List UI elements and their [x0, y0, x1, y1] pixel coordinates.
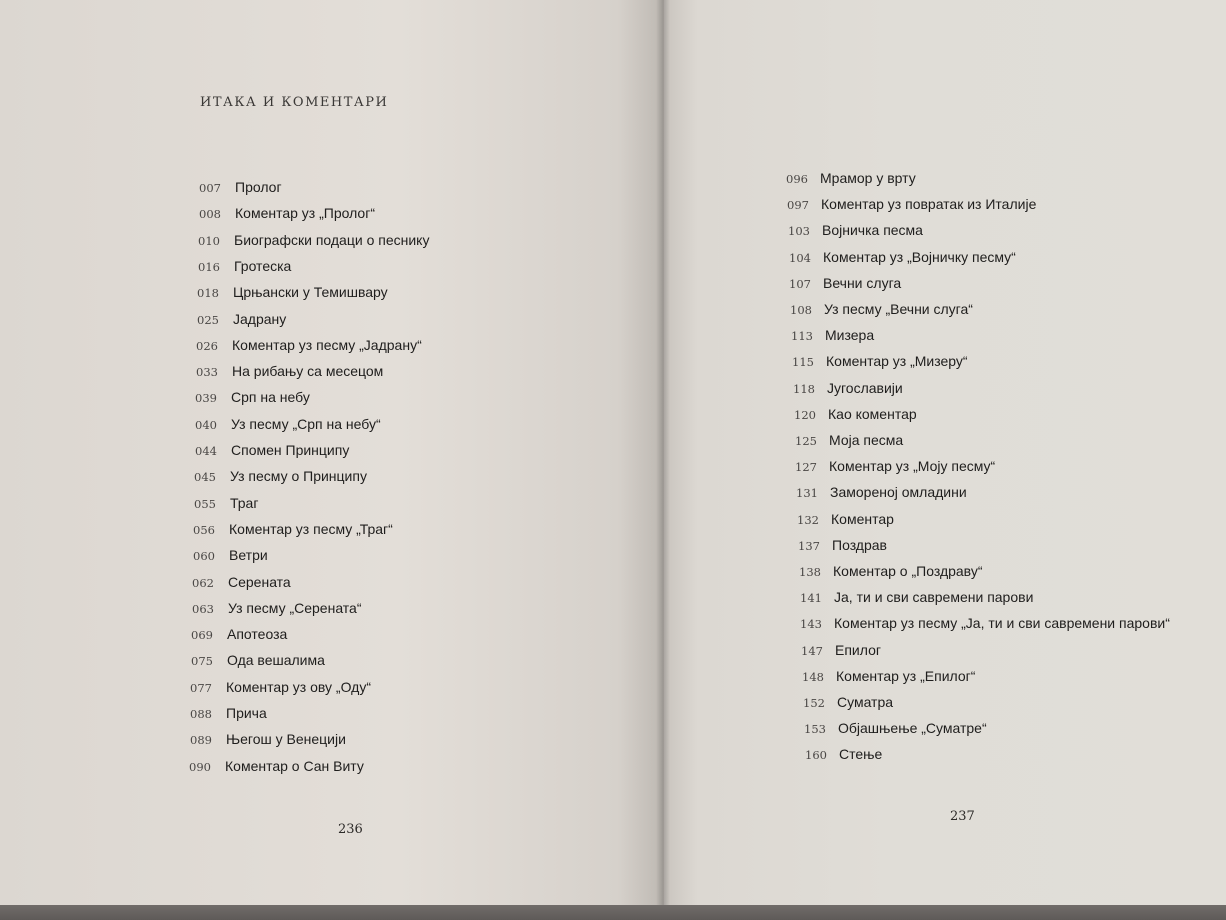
toc-page-number: 148: [802, 670, 824, 684]
toc-page-number: 069: [191, 628, 213, 642]
toc-entry: [196, 363, 383, 379]
toc-title: Поздрав: [832, 537, 887, 553]
toc-title: Коментар уз песму „Ја, ти и сви савремени парови“: [834, 615, 1170, 631]
toc-page-number: 062: [192, 576, 214, 590]
toc-entry: [804, 720, 987, 736]
toc-title: Мрамор у врту: [820, 170, 916, 186]
toc-page-number: 120: [794, 408, 816, 422]
toc-title: Коментар уз „Епилог“: [836, 668, 976, 684]
toc-title: Јадрану: [233, 311, 287, 327]
toc-title: Коментар уз „Мизеру“: [826, 353, 968, 369]
toc-page-number: 018: [197, 286, 219, 300]
book-gutter: [656, 0, 670, 905]
toc-page-number: 108: [790, 303, 812, 317]
toc-title: Коментар о „Поздраву“: [833, 563, 983, 579]
toc-page-number: 055: [194, 497, 216, 511]
toc-page-number: 026: [196, 339, 218, 353]
toc-entry: [193, 547, 268, 563]
toc-page-number: 060: [193, 549, 215, 563]
toc-title: Гротеска: [234, 258, 292, 274]
toc-entry: [800, 589, 1033, 605]
toc-page-number: 044: [195, 444, 217, 458]
toc-page-number: 132: [797, 513, 819, 527]
toc-title: Мизера: [825, 327, 875, 343]
toc-page-number: 096: [786, 172, 808, 186]
toc-page-number: 056: [193, 523, 215, 537]
toc-title: Објашњење „Суматре“: [838, 720, 987, 736]
toc-page-number: 160: [805, 748, 827, 762]
toc-title: На рибању са месецом: [232, 363, 384, 379]
toc-page-number: 063: [192, 602, 214, 616]
toc-page-number: 033: [196, 365, 218, 379]
toc-title: Стење: [839, 746, 883, 762]
toc-entry: [198, 232, 429, 248]
toc-entry: [196, 337, 422, 353]
toc-title: Коментар уз повратак из Италије: [821, 196, 1037, 212]
toc-page-number: 137: [798, 539, 820, 553]
toc-title: Коментар уз ову „Оду“: [226, 679, 371, 695]
toc-entry: [795, 458, 995, 474]
toc-page-number: 127: [795, 460, 817, 474]
toc-page-number: 147: [801, 644, 823, 658]
toc-entry: [191, 626, 287, 642]
toc-entry: [799, 563, 982, 579]
toc-page-number: 089: [190, 733, 212, 747]
toc-entry: [199, 179, 282, 195]
toc-title: Серената: [228, 574, 291, 590]
toc-entry: [195, 442, 349, 458]
toc-entry: [190, 679, 371, 695]
toc-title: Ја, ти и сви савремени парови: [834, 589, 1034, 605]
toc-entry: [795, 432, 903, 448]
toc-entry: [198, 258, 291, 274]
toc-title: Као коментар: [828, 406, 917, 422]
toc-entry: [800, 615, 1170, 631]
toc-entry: [794, 406, 917, 422]
toc-title: Уз песму о Принципу: [230, 468, 367, 484]
toc-page-number: 141: [800, 591, 822, 605]
toc-title: Моја песма: [829, 432, 904, 448]
toc-title: Црњански у Темишвару: [233, 284, 388, 300]
toc-title: Југославији: [827, 380, 903, 396]
toc-entry: [790, 301, 973, 317]
toc-page-number: 008: [199, 207, 221, 221]
toc-title: Коментар уз „Пролог“: [235, 205, 375, 221]
toc-page-number: 090: [189, 760, 211, 774]
toc-page-number: 097: [787, 198, 809, 212]
page-number-right: 237: [950, 809, 975, 824]
toc-title: Вечни слуга: [823, 275, 902, 291]
right-page: [664, 0, 1226, 905]
toc-title: Уз песму „Вечни слуга“: [824, 301, 973, 317]
toc-title: Срп на небу: [231, 389, 310, 405]
toc-entry: [802, 668, 975, 684]
toc-entry: [792, 353, 968, 369]
toc-title: Суматра: [837, 694, 894, 710]
toc-title: Траг: [230, 495, 259, 511]
toc-page-number: 125: [795, 434, 817, 448]
toc-page-number: 039: [195, 391, 217, 405]
toc-title: Његош у Венецији: [226, 731, 346, 747]
toc-page-number: 115: [792, 355, 814, 369]
toc-title: Војничка песма: [822, 222, 923, 238]
toc-entry: [197, 284, 388, 300]
toc-title: Коментар уз песму „Јадрану“: [232, 337, 422, 353]
toc-entry: [195, 416, 381, 432]
toc-entry: [190, 731, 346, 747]
toc-entry: [788, 222, 923, 238]
toc-title: Коментар о Сан Виту: [225, 758, 364, 774]
toc-page-number: 107: [789, 277, 811, 291]
toc-page-number: 104: [789, 251, 811, 265]
toc-page-number: 131: [796, 486, 818, 500]
toc-entry: [199, 205, 375, 221]
toc-page-number: 088: [190, 707, 212, 721]
toc-title: Ода вешалима: [227, 652, 325, 668]
toc-entry: [192, 574, 291, 590]
toc-entry: [791, 327, 874, 343]
toc-page-number: 045: [194, 470, 216, 484]
toc-entry: [194, 495, 258, 511]
toc-title: Уз песму „Серената“: [228, 600, 362, 616]
toc-title: Апотеоза: [227, 626, 288, 642]
toc-title: Биографски подаци о песнику: [234, 232, 430, 248]
toc-page-number: 153: [804, 722, 826, 736]
toc-entry: [194, 468, 367, 484]
toc-title: Пролог: [235, 179, 282, 195]
toc-page-number: 016: [198, 260, 220, 274]
toc-title: Коментар уз песму „Траг“: [229, 521, 393, 537]
toc-page-number: 025: [197, 313, 219, 327]
toc-entry: [189, 758, 364, 774]
toc-title: Ветри: [229, 547, 268, 563]
toc-page-number: 103: [788, 224, 810, 238]
toc-page-number: 152: [803, 696, 825, 710]
toc-entry: [797, 511, 894, 527]
toc-title: Коментар уз „Моју песму“: [829, 458, 996, 474]
toc-title: Прича: [226, 705, 267, 721]
toc-entry: [787, 196, 1036, 212]
toc-page-number: 143: [800, 617, 822, 631]
toc-entry: [195, 389, 310, 405]
toc-entry: [786, 170, 916, 186]
toc-page-number: 007: [199, 181, 221, 195]
toc-title: Уз песму „Срп на небу“: [231, 416, 381, 432]
toc-entry: [191, 652, 325, 668]
toc-entry: [190, 705, 267, 721]
running-title: ИТАКА И КОМЕНТАРИ: [200, 95, 389, 110]
toc-title: Замореној омладини: [830, 484, 967, 500]
toc-entry: [793, 380, 903, 396]
page-number-left: 236: [338, 822, 363, 837]
toc-page-number: 040: [195, 418, 217, 432]
toc-entry: [193, 521, 393, 537]
toc-entry: [789, 275, 901, 291]
toc-title: Коментар уз „Војничку песму“: [823, 249, 1016, 265]
toc-entry: [789, 249, 1016, 265]
toc-page-number: 010: [198, 234, 220, 248]
toc-page-number: 113: [791, 329, 813, 343]
toc-entry: [197, 311, 286, 327]
toc-entry: [803, 694, 893, 710]
toc-page-number: 077: [190, 681, 212, 695]
toc-title: Епилог: [835, 642, 881, 658]
toc-entry: [801, 642, 881, 658]
toc-title: Спомен Принципу: [231, 442, 350, 458]
toc-page-number: 118: [793, 382, 815, 396]
toc-entry: [796, 484, 967, 500]
toc-title: Коментар: [831, 511, 894, 527]
toc-entry: [192, 600, 362, 616]
toc-entry: [798, 537, 887, 553]
toc-page-number: 075: [191, 654, 213, 668]
toc-entry: [805, 746, 882, 762]
toc-page-number: 138: [799, 565, 821, 579]
